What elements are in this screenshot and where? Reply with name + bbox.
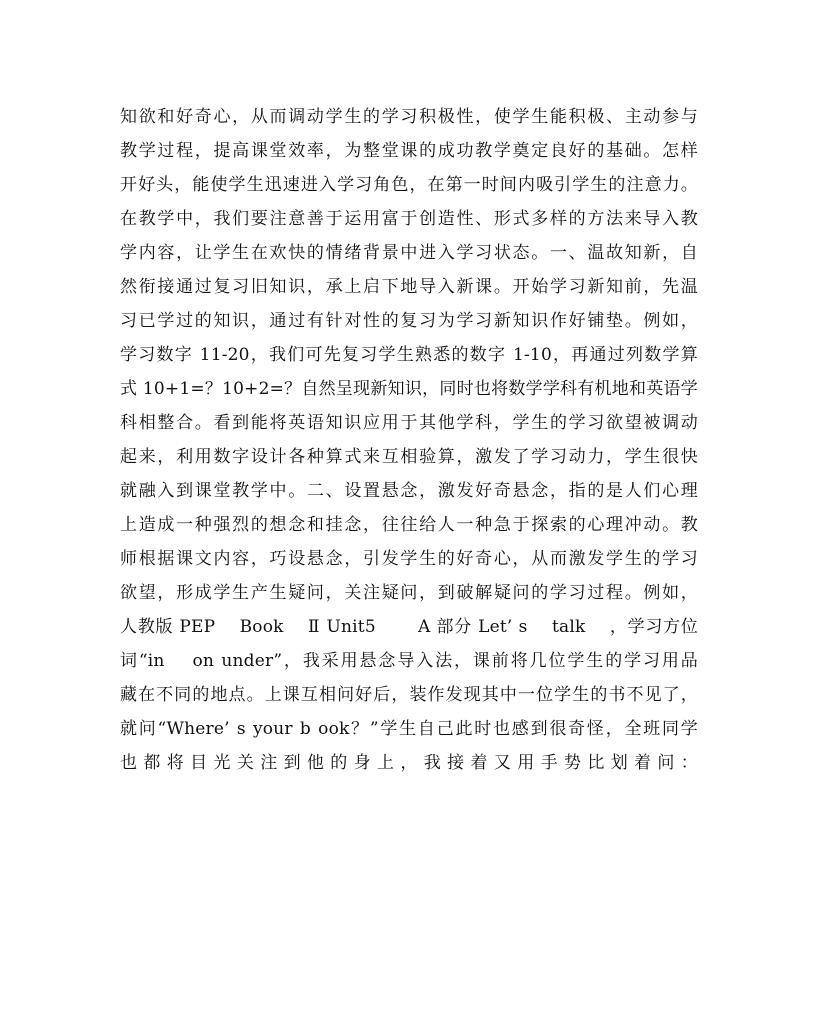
text-line: 就问“Where’ s your b ook？”学生自己此时也感到很奇怪，全班同学 xyxy=(120,719,698,739)
text-line: 欲望，形成学生产生疑问，关注疑问，到破解疑问的学习过程。例如， xyxy=(120,583,698,603)
text-line: 习已学过的知识，通过有针对性的复习为学习新知识作好铺垫。例如， xyxy=(120,311,698,331)
text-line: 开好头，能使学生迅速进入学习角色，在第一时间内吸引学生的注意力。 xyxy=(120,175,698,195)
text-line: 学习数字 11-20，我们可先复习学生熟悉的数字 1-10，再通过列数学算 xyxy=(120,345,698,365)
text-line: 起来，利用数字设计各种算式来互相验算，激发了学习动力，学生很快 xyxy=(120,447,698,467)
text-line: 然衔接通过复习旧知识，承上启下地导入新课。开始学习新知前，先温 xyxy=(120,277,698,297)
body-text xyxy=(120,100,698,780)
text-line: 学内容，让学生在欢快的情绪背景中进入学习状态。一、温故知新，自 xyxy=(120,243,698,263)
text-line: 式 10+1=？10+2=？自然呈现新知识，同时也将数学学科有机地和英语学 xyxy=(120,379,698,399)
text-line: 也 都 将 目 光 关 注 到 他 的 身 上 ， 我 接 着 又 用 手 势 比 划 着 问 ： xyxy=(120,753,698,773)
text-line: 词“in on under”，我采用悬念导入法，课前将几位学生的学习用品 xyxy=(120,651,698,671)
text-line: 在教学中，我们要注意善于运用富于创造性、形式多样的方法来导入教 xyxy=(120,209,698,229)
text-line: 知欲和好奇心，从而调动学生的学习积极性，使学生能积极、主动参与 xyxy=(120,107,698,127)
text-line: 上造成一种强烈的想念和挂念，往往给人一种急于探索的心理冲动。教 xyxy=(120,515,698,535)
text-line: 师根据课文内容，巧设悬念，引发学生的好奇心，从而激发学生的学习 xyxy=(120,549,698,569)
text-line: 教学过程，提高课堂效率，为整堂课的成功教学奠定良好的基础。怎样 xyxy=(120,141,698,161)
text-line: 科相整合。看到能将英语知识应用于其他学科，学生的学习欲望被调动 xyxy=(120,413,698,433)
text-line: 人教版 PEP Book Ⅱ Unit5 A 部分 Let’ s talk ，学习方位 xyxy=(120,617,698,637)
text-line: 就融入到课堂教学中。二、设置悬念，激发好奇悬念，指的是人们心理 xyxy=(120,481,698,501)
text-line: 藏在不同的地点。上课互相问好后，装作发现其中一位学生的书不见了， xyxy=(120,685,698,705)
